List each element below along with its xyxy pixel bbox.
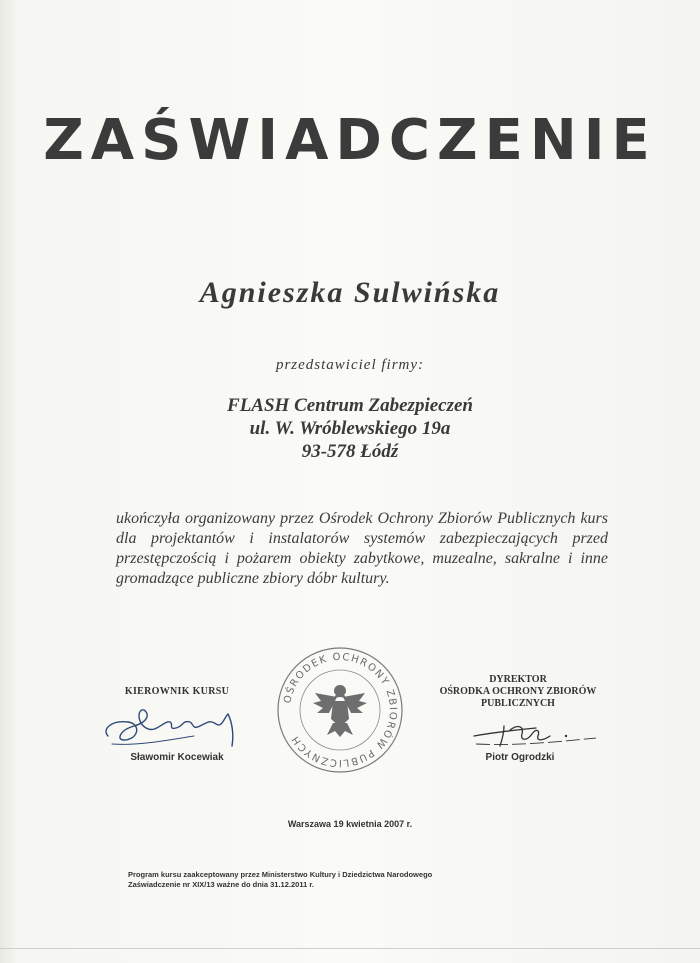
program-note xyxy=(128,870,548,890)
recipient-name: Agnieszka Sulwińska xyxy=(199,276,501,309)
right-role-line2: OŚRODKA OCHRONY ZBIORÓW xyxy=(439,686,597,697)
company-intro: przedstawiciel firmy: xyxy=(275,357,425,373)
left-signatory-name: Sławomir Kocewiak xyxy=(130,752,224,763)
company-name: FLASH Centrum Zabezpieczeń xyxy=(227,395,473,416)
company-block xyxy=(0,394,700,463)
company-city: 93-578 Łódź xyxy=(301,441,399,462)
certificate-title: ZAŚWIADCZENIE xyxy=(43,108,657,173)
program-line1: Program kursu zaakceptowany przez Ministerstwo Kultury i Dziedzictwa Narodowego xyxy=(128,870,433,879)
program-line2: Zaświadczenie nr XIX/13 ważne do dnia 31.12.2011 r. xyxy=(128,880,314,889)
svg-text:OŚRODEK OCHRONY ZBIORÓW PUBLIC: OŚRODEK OCHRONY ZBIORÓW PUBLICZNYCH xyxy=(282,651,399,769)
issue-date: Warszawa 19 kwietnia 2007 r. xyxy=(287,819,413,829)
right-role-line3: PUBLICZNYCH xyxy=(481,698,555,709)
scan-edge-line xyxy=(0,948,700,949)
company-street: ul. W. Wróblewskiego 19a xyxy=(249,418,451,439)
certificate-body: ukończyła organizowany przez Ośrodek Ochrony Zbiorów Publicznych kurs dla projektantów i instalatorów systemów zabezpieczających przed przestępczością i pożarem obiekty zabytkowe, muzealne, sakralne i inne gromadzące publiczne zbiory dóbr kultury. xyxy=(116,510,608,587)
right-signatory-role xyxy=(418,674,618,710)
left-signatory-role: KIEROWNIK KURSU xyxy=(124,686,230,697)
right-role-line1: DYREKTOR xyxy=(489,674,547,685)
eagle-seal-icon xyxy=(275,645,405,775)
right-signatory-name: Piotr Ogrodzki xyxy=(485,752,555,763)
signature-icon xyxy=(466,712,606,752)
signature-icon xyxy=(98,700,248,750)
